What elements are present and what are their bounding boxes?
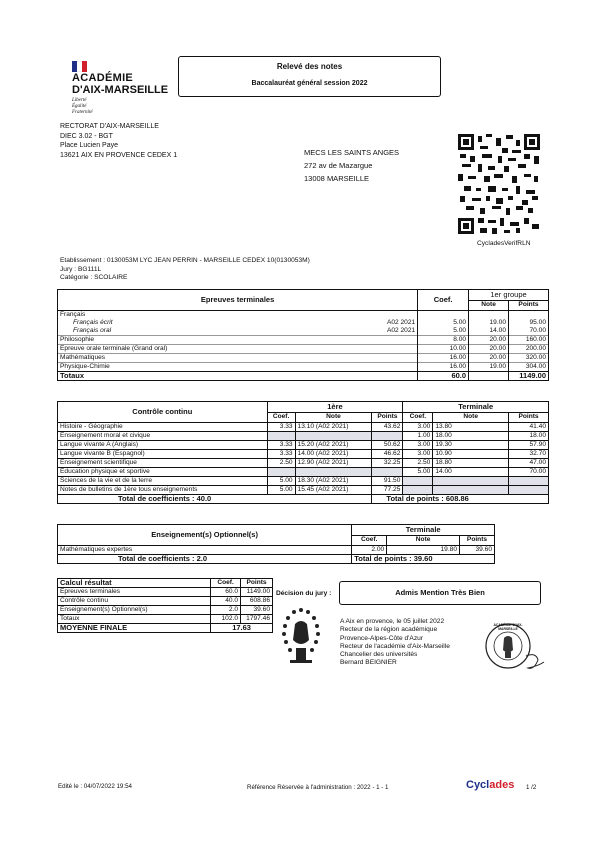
points-value: 95.00 xyxy=(509,319,549,327)
points-value: 70.00 xyxy=(509,327,549,336)
calc-header: Calcul résultat xyxy=(58,579,211,588)
establishment-info xyxy=(60,257,310,283)
note-value: 19.80 xyxy=(387,546,460,555)
coef-value: 5.00 xyxy=(418,319,469,327)
note-value: 14.00 xyxy=(469,327,509,336)
coef-header: Coef. xyxy=(211,579,241,588)
coef-value: 10.00 xyxy=(418,345,469,354)
seal-text: ACADÉMIE D'AIX-MARSEILLE xyxy=(493,623,523,631)
result-calculation-table xyxy=(57,578,273,633)
note-value: 18.00 xyxy=(433,432,509,441)
points-value: 160.00 xyxy=(509,336,549,345)
points-header: Points xyxy=(509,300,549,311)
totals-row xyxy=(58,495,549,504)
coef-header: Coef. xyxy=(403,412,433,423)
recipient-address xyxy=(304,146,399,185)
table-row xyxy=(58,588,273,597)
republic-motto xyxy=(72,98,93,116)
points-value: 200.00 xyxy=(509,345,549,354)
note-value: 18.80 xyxy=(433,459,509,468)
coef-value: 3.00 xyxy=(403,423,433,432)
points-value: 77.25 xyxy=(372,486,403,495)
table-row xyxy=(58,459,549,468)
calc-label: Enseignement(s) Optionnel(s) xyxy=(58,606,211,615)
points-value: 32.25 xyxy=(372,459,403,468)
total-coef-value: Total de coefficients : 40.0 xyxy=(58,495,372,504)
table-row xyxy=(58,606,273,615)
coef-value: 2.50 xyxy=(403,459,433,468)
points-value: 18.00 xyxy=(509,432,549,441)
subject-label: Langue vivante A (Anglais) xyxy=(58,441,268,450)
points-value: 39.60 xyxy=(460,546,495,555)
note-value: 20.00 xyxy=(469,336,509,345)
coef-value: 5.00 xyxy=(403,468,433,477)
points-header: Points xyxy=(241,579,273,588)
totals-row xyxy=(58,372,549,381)
qr-label: CycladesVerifRLN xyxy=(477,240,531,247)
signature-line: Recteur de l'académie d'Aix-Marseille xyxy=(340,642,450,650)
coef-value: 2.00 xyxy=(352,546,387,555)
subject-label: Mathématiques expertes xyxy=(58,546,352,555)
table-row xyxy=(58,441,549,450)
recipient-line: 272 av de Mazargue xyxy=(304,161,373,170)
coef-value: 5.00 xyxy=(267,486,295,495)
coef-value: 102.0 xyxy=(211,615,241,624)
coef-value: 5.00 xyxy=(418,327,469,336)
coef-value: 3.00 xyxy=(403,450,433,459)
subject-label: Enseignement moral et civique xyxy=(58,432,268,441)
note-value: 10.90 xyxy=(433,450,509,459)
session-label: A02 2021 xyxy=(386,327,416,334)
note-value: 18.30 (A02 2021) xyxy=(295,477,372,486)
points-value: 304.00 xyxy=(509,363,549,372)
points-value: 46.62 xyxy=(372,450,403,459)
note-value: 12.90 (A02 2021) xyxy=(295,459,372,468)
terminal-exams-table xyxy=(57,289,549,381)
subject-label: Sciences de la vie et de la terre xyxy=(58,477,268,486)
first-group-header: 1er groupe xyxy=(469,290,549,301)
note-value: 19.00 xyxy=(469,363,509,372)
table-row xyxy=(58,345,549,354)
table-row xyxy=(58,468,549,477)
note-header: Note xyxy=(433,412,509,423)
note-value: 13.80 xyxy=(433,423,509,432)
points-value: 91.50 xyxy=(372,477,403,486)
note-header: Note xyxy=(387,535,460,546)
jury-decision-box xyxy=(339,581,541,605)
subject-label: Physique-Chimie xyxy=(58,363,418,372)
points-header: Points xyxy=(460,535,495,546)
establishment-line: Etablissement : 0130053M LYC JEAN PERRIN - MARSEILLE CEDEX 10(0130053M) xyxy=(60,257,310,264)
terminale-header: Terminale xyxy=(352,525,495,536)
academy-name-line1: ACADÉMIE xyxy=(72,72,134,84)
motto-liberte: Liberté xyxy=(72,98,87,103)
recipient-line: MECS LES SAINTS ANGES xyxy=(304,148,400,157)
coef-value: 16.00 xyxy=(418,354,469,363)
qr-code-icon xyxy=(458,134,540,234)
signature-line: Provence-Alpes-Côte d'Azur xyxy=(340,634,423,642)
coef-value: 40.0 xyxy=(211,597,241,606)
points-header: Points xyxy=(509,412,549,423)
coef-value: 3.33 xyxy=(267,423,295,432)
total-points-value: Total de points : 608.86 xyxy=(372,495,549,504)
coef-value: 2.50 xyxy=(267,459,295,468)
motto-fraternite: Fraternité xyxy=(72,110,93,115)
subject-label: Mathématiques xyxy=(58,354,418,363)
points-value: 39.60 xyxy=(241,606,273,615)
points-value: 1797.46 xyxy=(241,615,273,624)
note-value: 20.00 xyxy=(469,345,509,354)
signature-line: Recteur de la région académique xyxy=(340,626,438,634)
note-value: 20.00 xyxy=(469,354,509,363)
table-row xyxy=(58,336,549,345)
total-coef-value: Total de coefficients : 2.0 xyxy=(58,555,352,564)
optional-courses-table xyxy=(57,524,495,564)
totals-label: Totaux xyxy=(58,372,418,381)
subject-label: Notes de bulletins de 1ère tous enseignements xyxy=(58,486,268,495)
coef-value: 3.33 xyxy=(267,450,295,459)
jury-line: Jury : BG111L xyxy=(60,265,102,273)
optional-header: Enseignement(s) Optionnel(s) xyxy=(58,525,352,546)
coef-value: 1.00 xyxy=(403,432,433,441)
sender-address xyxy=(60,122,177,160)
sender-line: Place Lucien Paye xyxy=(60,142,118,149)
coef-value: 16.00 xyxy=(418,363,469,372)
calc-label: Totaux xyxy=(58,615,211,624)
sender-line: DIEC 3.02 - BGT xyxy=(60,132,113,140)
points-value: 43.62 xyxy=(372,423,403,432)
points-value: 41.40 xyxy=(509,423,549,432)
sender-line: RECTORAT D'AIX-MARSEILLE xyxy=(60,123,159,130)
subject-label: Epreuve orale terminale (Grand oral) xyxy=(58,345,418,354)
note-value: 15.20 (A02 2021) xyxy=(295,441,372,450)
coef-header: Coef. xyxy=(352,535,387,546)
points-value: 50.62 xyxy=(372,441,403,450)
coef-header: Coef. xyxy=(267,412,295,423)
coef-value: 8.00 xyxy=(418,336,469,345)
table-row xyxy=(58,477,549,486)
table-row xyxy=(58,363,549,372)
total-points-value: Total de points : 39.60 xyxy=(352,555,495,564)
coef-value: 60.0 xyxy=(211,588,241,597)
marianne-emblem-icon xyxy=(276,604,326,664)
sender-line: 13621 AIX EN PROVENCE CEDEX 1 xyxy=(60,151,178,159)
final-average-label: MOYENNE FINALE xyxy=(58,624,211,633)
points-value: 1149.00 xyxy=(241,588,273,597)
signature-line: A Aix en provence, le 05 juillet 2022 xyxy=(340,618,445,625)
totals-row xyxy=(58,555,495,564)
cyclades-logo xyxy=(466,779,514,791)
final-average-row xyxy=(58,624,273,633)
terminal-exams-header: Epreuves terminales xyxy=(58,290,418,311)
points-value: 70.00 xyxy=(509,468,549,477)
subject-label: Langue vivante B (Espagnol) xyxy=(58,450,268,459)
signature-scribble xyxy=(524,652,546,672)
signature-line: Chancelier des universités xyxy=(340,651,418,659)
points-value: 320.00 xyxy=(509,354,549,363)
points-value: 608.86 xyxy=(241,597,273,606)
calc-label: Epreuves terminales xyxy=(58,588,211,597)
francais-label: Français xyxy=(58,311,418,320)
note-value: 14.00 (A02 2021) xyxy=(295,450,372,459)
note-value: 13.10 (A02 2021) xyxy=(295,423,372,432)
note-value: 19.30 xyxy=(433,441,509,450)
table-row xyxy=(58,450,549,459)
points-value: 47.00 xyxy=(509,459,549,468)
table-row xyxy=(58,597,273,606)
jury-decision-value: Admis Mention Très Bien xyxy=(395,588,485,597)
subject-label: Français oral xyxy=(73,327,112,334)
total-coef-value: 60.0 xyxy=(418,372,469,381)
signature-block xyxy=(340,618,450,668)
table-row xyxy=(58,423,549,432)
coef-value: 2.0 xyxy=(211,606,241,615)
note-value: 19.00 xyxy=(469,319,509,327)
calc-label: Contrôle continu xyxy=(58,597,211,606)
points-header: Points xyxy=(372,412,403,423)
coef-value: 5.00 xyxy=(267,477,295,486)
signature-line: Bernard BEIGNIER xyxy=(340,659,397,667)
cyclades-logo-part2: ades xyxy=(489,779,515,791)
note-value: 15.45 (A02 2021) xyxy=(295,486,372,495)
subject-label: Philosophie xyxy=(58,336,418,345)
jury-decision-label: Décision du jury : xyxy=(276,590,332,597)
note-header: Note xyxy=(295,412,372,423)
subject-label: Français écrit xyxy=(73,319,113,326)
subject-label: Histoire - Géographie xyxy=(58,423,268,432)
continuous-header: Contrôle continu xyxy=(58,402,268,423)
table-row xyxy=(58,432,549,441)
document-subtitle: Baccalauréat général session 2022 xyxy=(251,80,368,87)
points-value: 32.70 xyxy=(509,450,549,459)
subject-label: Education physique et sportive xyxy=(58,468,268,477)
total-points-value: 1149.00 xyxy=(509,372,549,381)
page-number: 1 /2 xyxy=(526,784,537,791)
coef-value: 3.33 xyxy=(267,441,295,450)
points-value: 57.90 xyxy=(509,441,549,450)
coef-value: 3.00 xyxy=(403,441,433,450)
subject-label: Enseignement scientifique xyxy=(58,459,268,468)
first-year-header: 1ère xyxy=(267,402,403,413)
recipient-line: 13008 MARSEILLE xyxy=(304,174,370,183)
cyclades-logo-part1: Cycl xyxy=(466,779,490,791)
coef-header: Coef. xyxy=(418,290,469,311)
edited-date: Edité le : 04/07/2022 19:54 xyxy=(58,783,132,790)
academy-name-line2: D'AIX-MARSEILLE xyxy=(72,84,169,96)
note-header: Note xyxy=(469,300,509,311)
session-label: A02 2021 xyxy=(386,319,416,326)
table-row xyxy=(58,319,549,327)
terminale-header: Terminale xyxy=(403,402,549,413)
motto-egalite: Égalité xyxy=(72,104,87,109)
table-row xyxy=(58,327,549,336)
note-value: 14.00 xyxy=(433,468,509,477)
category-line: Catégorie : SCOLAIRE xyxy=(60,274,128,281)
document-title: Relevé des notes xyxy=(276,62,343,71)
final-average-value: 17.63 xyxy=(211,624,273,633)
admin-reference: Référence Réservée à l'administration : 2022 - 1 - 1 xyxy=(247,784,389,791)
table-row xyxy=(58,354,549,363)
title-box xyxy=(178,56,441,97)
continuous-assessment-table xyxy=(57,401,549,504)
